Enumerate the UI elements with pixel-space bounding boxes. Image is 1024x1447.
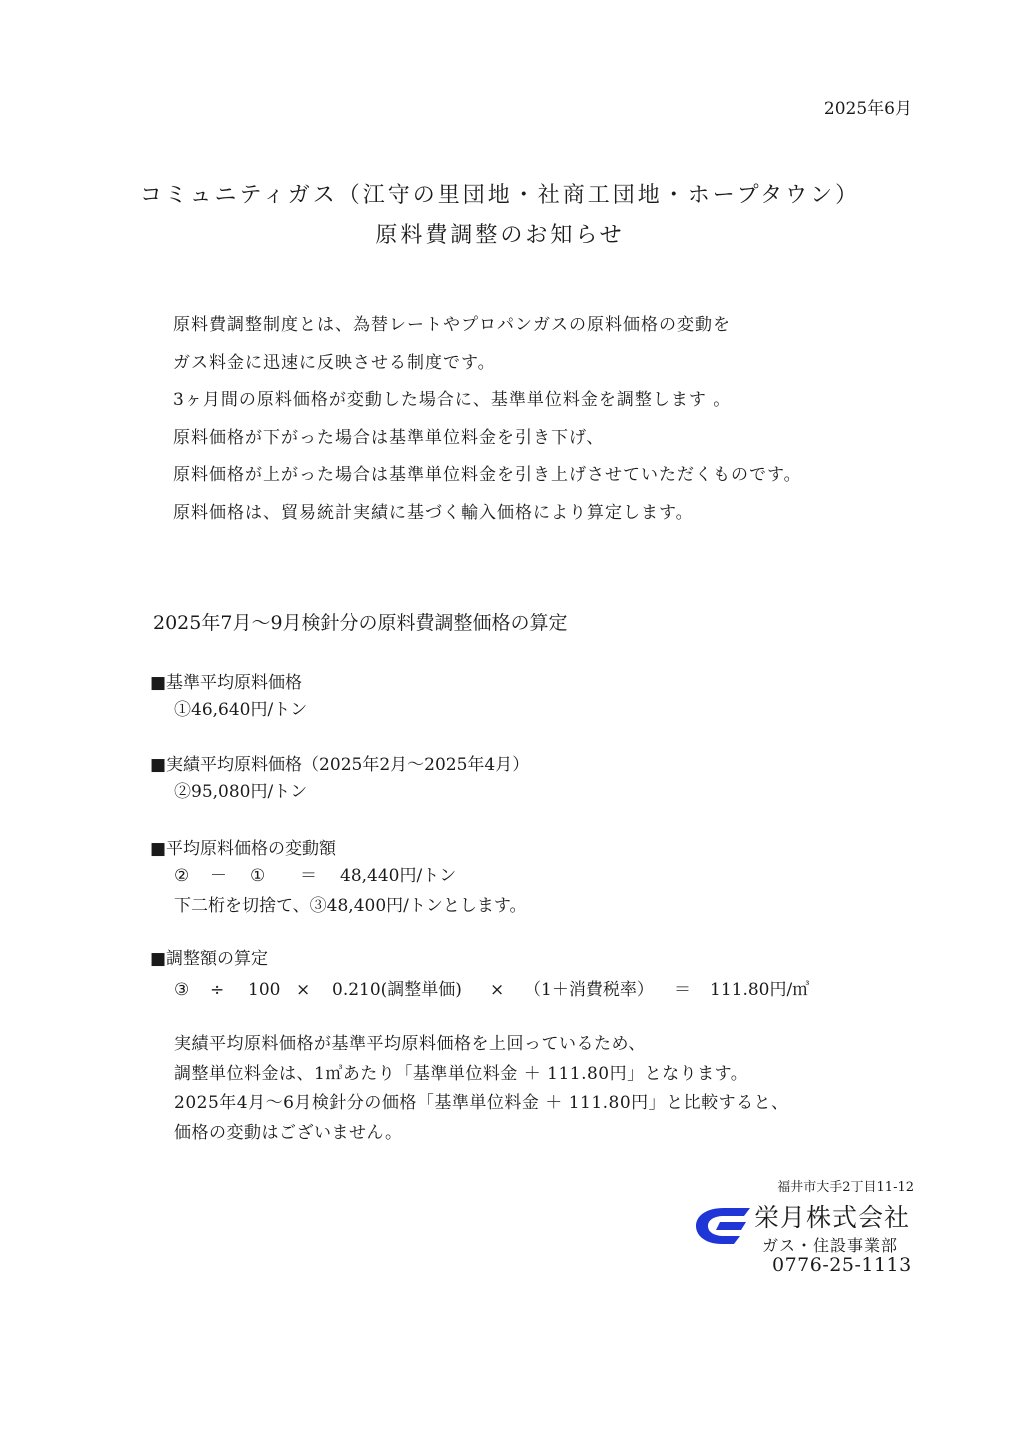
price-change-section bbox=[150, 836, 527, 920]
document-title bbox=[0, 176, 1000, 256]
intro-line: 原料価格は、貿易統計実績に基づく輸入価格により算定します。 bbox=[173, 502, 694, 523]
eq-operator: ＝ bbox=[674, 980, 691, 1000]
eq-term: 100 bbox=[248, 980, 281, 1000]
eq-term: ① bbox=[250, 866, 266, 886]
company-block bbox=[690, 1176, 920, 1286]
adjustment-equation bbox=[150, 977, 809, 1004]
eq-operator: ＝ bbox=[300, 866, 317, 886]
conclusion-paragraph bbox=[174, 1030, 789, 1148]
eq-operator: × bbox=[296, 980, 311, 1000]
company-phone: 0776-25-1113 bbox=[772, 1254, 912, 1276]
eq-operator: － bbox=[210, 866, 227, 886]
eq-term: （1＋消費税率） bbox=[524, 980, 654, 1000]
base-price-section bbox=[150, 670, 307, 724]
issue-date: 2025年6月 bbox=[823, 99, 912, 119]
intro-line: 原料費調整制度とは、為替レートやプロパンガスの原料価格の変動を bbox=[173, 315, 731, 335]
adjustment-section bbox=[150, 946, 809, 1004]
actual-price-label: ■実績平均原料価格（2025年2月～2025年4月） bbox=[150, 755, 530, 775]
intro-line: 3ヶ月間の原料価格が変動した場合に、基準単位料金を調整します 。 bbox=[173, 390, 732, 410]
eq-operator: ÷ bbox=[210, 980, 225, 1000]
company-name: 栄月株式会社 bbox=[754, 1203, 911, 1232]
conclusion-line: 価格の変動はございません。 bbox=[174, 1122, 403, 1143]
intro-line: 原料価格が下がった場合は基準単位料金を引き下げ、 bbox=[173, 427, 605, 448]
intro-paragraph bbox=[173, 307, 802, 532]
eq-term: 0.210(調整単価) bbox=[332, 980, 462, 1000]
company-address: 福井市大手2丁目11-12 bbox=[777, 1180, 914, 1195]
company-logo-icon bbox=[694, 1204, 752, 1248]
intro-line: 原料価格が上がった場合は基準単位料金を引き上げさせていただくものです。 bbox=[173, 465, 802, 485]
conclusion-line: 実績平均原料価格が基準平均原料価格を上回っているため、 bbox=[174, 1034, 646, 1054]
price-change-note: 下二桁を切捨て、③48,400円/トンとします。 bbox=[174, 896, 527, 916]
conclusion-line: 2025年4月～6月検針分の価格「基準単位料金 ＋ 111.80円」と比較すると、 bbox=[174, 1093, 789, 1113]
eq-operator: × bbox=[490, 980, 505, 1000]
eq-result: 111.80円/㎥ bbox=[710, 980, 810, 1000]
base-price-label: ■基準平均原料価格 bbox=[150, 673, 303, 693]
actual-price-section bbox=[150, 752, 529, 806]
eq-term: ③ bbox=[174, 980, 190, 1000]
conclusion-line: 調整単位料金は、1㎥あたり「基準単位料金 ＋ 111.80円」となります。 bbox=[174, 1063, 749, 1084]
calculation-heading: 2025年7月～9月検針分の原料費調整価格の算定 bbox=[153, 612, 568, 634]
intro-line: ガス料金に迅速に反映させる制度です。 bbox=[173, 352, 496, 373]
price-change-equation bbox=[150, 863, 527, 890]
company-department: ガス・住設事業部 bbox=[762, 1236, 899, 1255]
price-change-label: ■平均原料価格の変動額 bbox=[150, 839, 337, 859]
base-price-value: ①46,640円/トン bbox=[174, 700, 308, 720]
adjustment-label: ■調整額の算定 bbox=[150, 949, 269, 969]
title-line-1: コミュニティガス（江守の里団地・社商工団地・ホープタウン） bbox=[139, 183, 861, 208]
eq-result: 48,440円/トン bbox=[340, 866, 457, 886]
actual-price-value: ②95,080円/トン bbox=[174, 782, 308, 802]
eq-term: ② bbox=[174, 866, 190, 886]
title-line-2: 原料費調整のお知らせ bbox=[375, 223, 625, 248]
